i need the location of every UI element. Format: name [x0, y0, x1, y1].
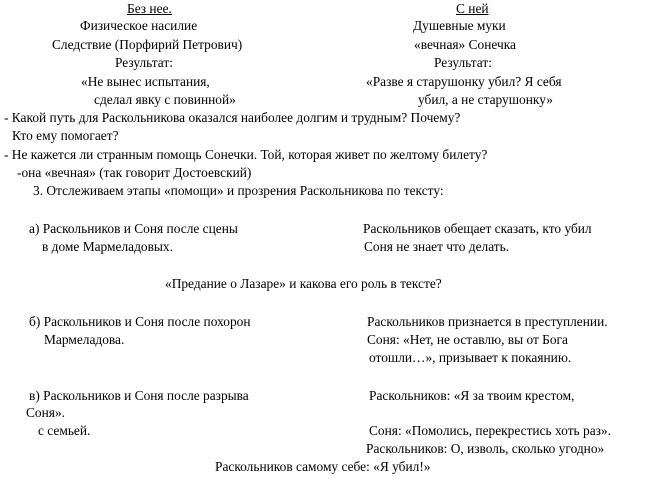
stage-c-right-1: Раскольников: «Я за твоим крестом, [369, 388, 575, 403]
stage-c-left-2: Соня». [26, 405, 65, 420]
right-line-1: Душевные муки [413, 18, 506, 33]
left-line-1: Физическое насилие [80, 18, 198, 33]
stage-c-left-3: с семьей. [38, 423, 91, 438]
stage-a-right-1: Раскольников обещает сказать, кто убил [363, 221, 592, 236]
question-1a: - Какой путь для Раскольникова оказался наиболее долгим и трудным? Почему? [4, 110, 461, 125]
final-line: Раскольников самому себе: «Я убил!» [215, 459, 431, 474]
left-quote-1: «Не вынес испытания, [81, 74, 210, 89]
right-result-label: Результат: [434, 55, 492, 70]
right-quote-2: убил, а не старушонку» [418, 92, 553, 107]
stage-a-left-2: в доме Мармеладовых. [42, 239, 173, 254]
stage-b-left-2: Мармеладова. [44, 332, 125, 347]
stage-b-right-3: отошли…», призывает к покаянию. [369, 350, 572, 365]
left-column-heading: Без нее. [127, 1, 172, 16]
stage-b-right-2: Соня: «Нет, не оставлю, вы от Бога [367, 332, 568, 347]
stage-c-right-3: Раскольников: О, изволь, сколько угодно» [366, 441, 605, 456]
stage-b-left-1: б) Раскольников и Соня после похорон [29, 314, 251, 329]
stage-b-right-1: Раскольников признается в преступлении. [367, 314, 608, 329]
question-2-answer: -она «вечная» (так говорит Достоевский) [17, 165, 252, 180]
right-line-2: «вечная» Сонечка [414, 37, 516, 52]
stage-c-left-1: в) Раскольников и Соня после разрыва [29, 388, 249, 403]
stage-a-right-2: Соня не знает что делать. [364, 239, 510, 254]
left-result-label: Результат: [115, 55, 173, 70]
left-quote-2: сделал явку с повинной» [94, 92, 236, 107]
left-line-2: Следствие (Порфирий Петрович) [52, 37, 243, 52]
step-3-heading: 3. Отслеживаем этапы «помощи» и прозрения Раскольникова по тексту: [33, 183, 444, 198]
stage-a-left-1: а) Раскольников и Соня после сцены [29, 221, 238, 236]
question-1b: Кто ему помогает? [12, 128, 119, 143]
right-column-heading: С ней [456, 1, 489, 16]
lazarus-question: «Предание о Лазаре» и какова его роль в тексте? [165, 276, 442, 291]
stage-c-right-2: Соня: «Помолись, перекрестись хоть раз». [369, 423, 611, 438]
question-2: - Не кажется ли странным помощь Сонечки. Той, которая живет по желтому билету? [4, 147, 488, 162]
right-quote-1: «Разве я старушонку убил? Я себя [366, 74, 562, 89]
